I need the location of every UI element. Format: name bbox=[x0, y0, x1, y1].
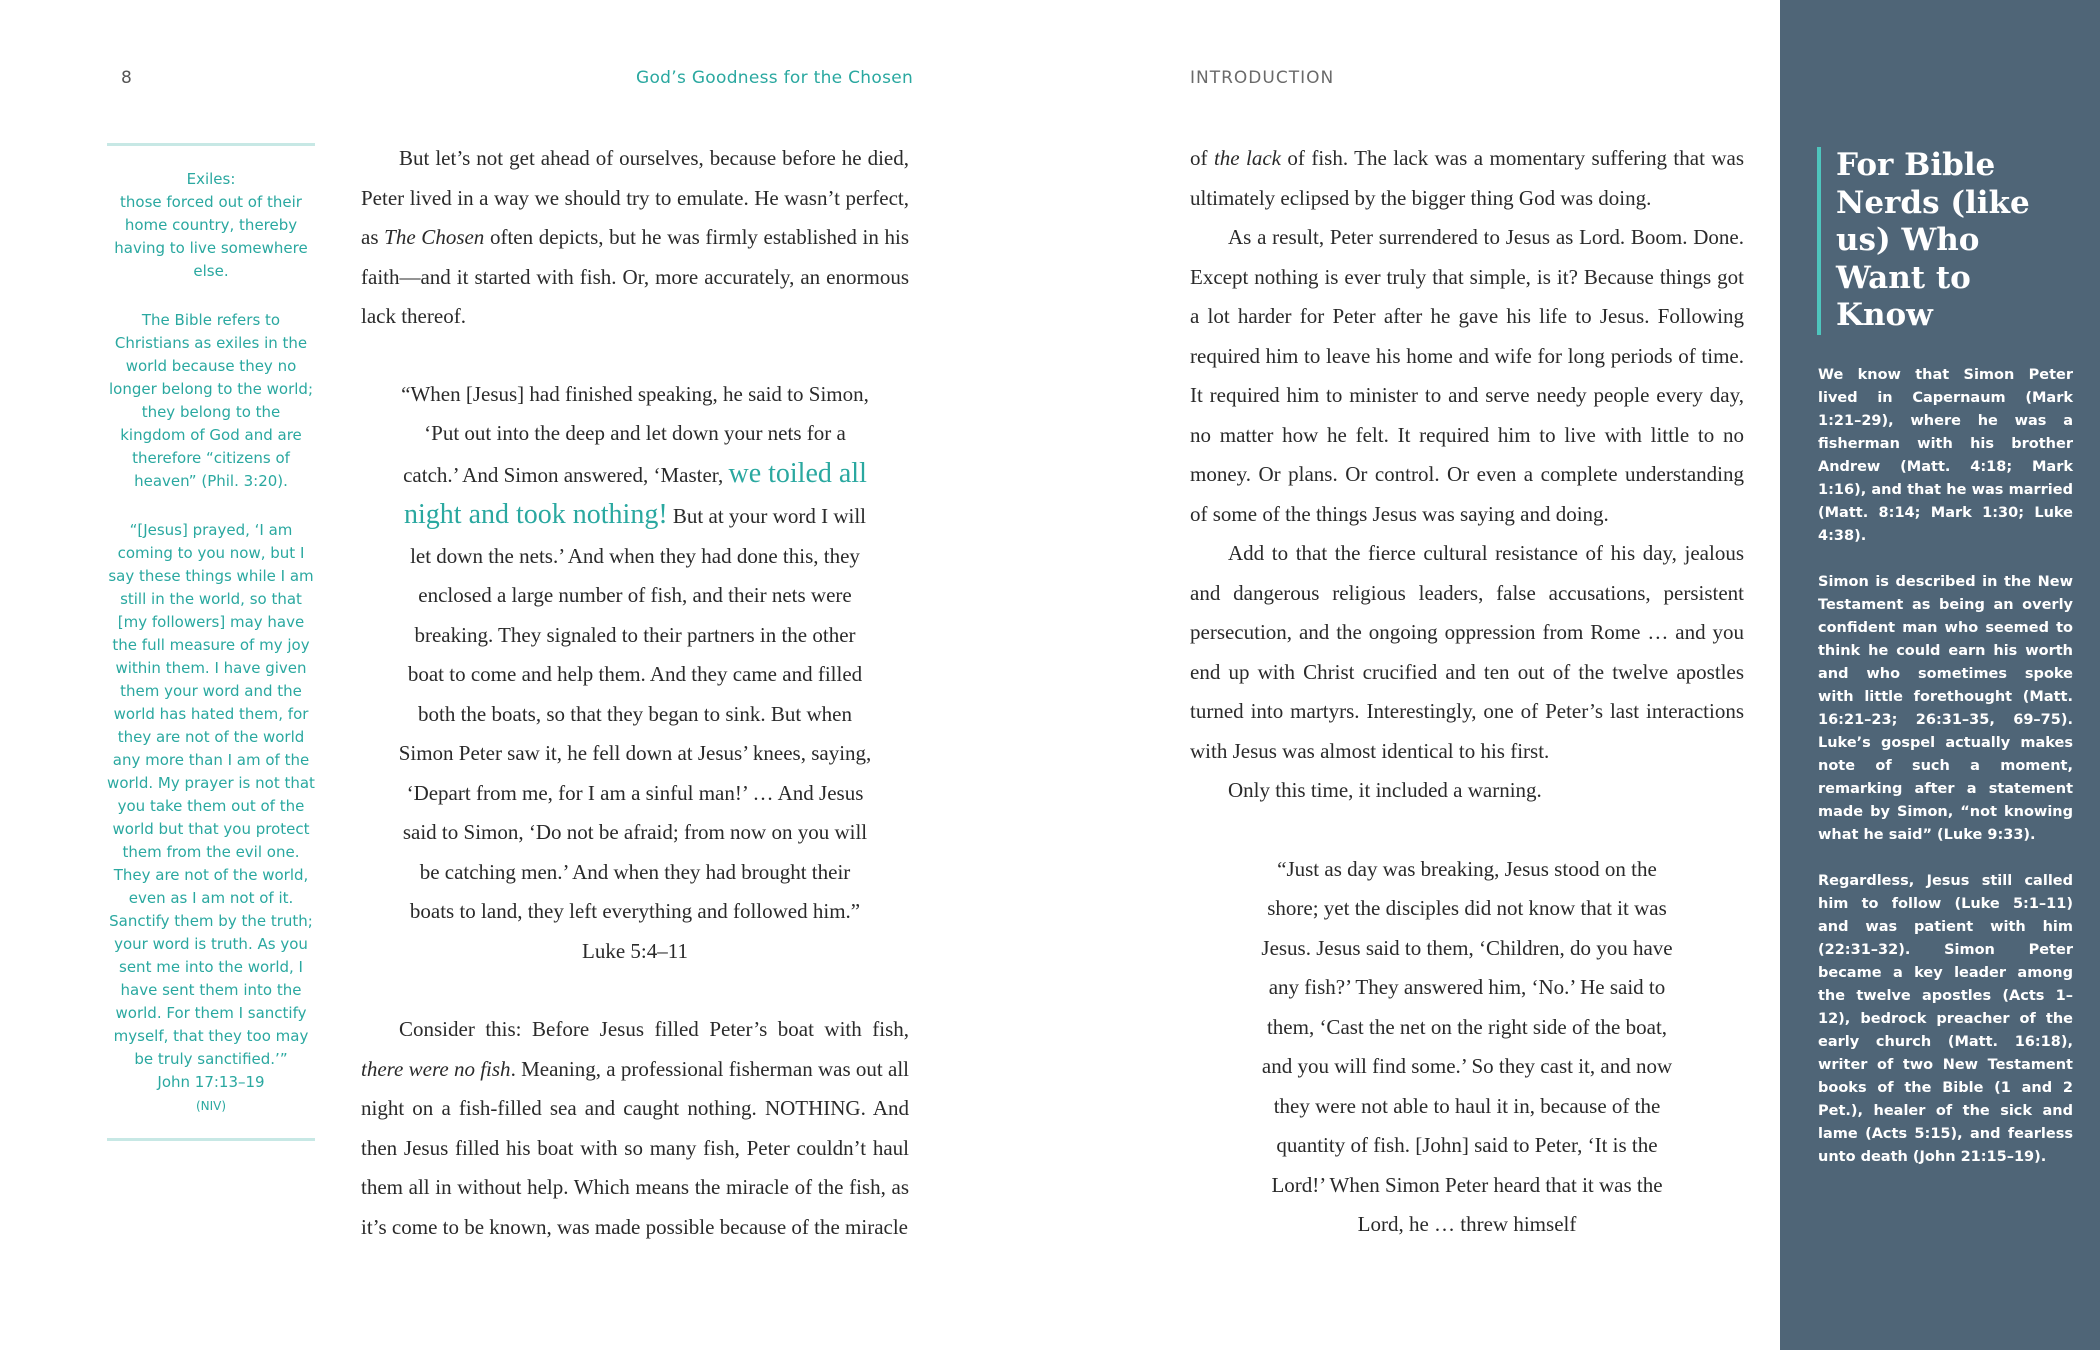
panel-paragraph: Regardless, Jesus still called him to follow (Luke 5:1–11) and was patient with him (22:31–32). Simon Peter became a key leader among the twelve apostles (Acts 1–12), bedrock preacher of the early church (Matt. 16:18), writer of two New Testament books of the Bible (1 and 2 Pet.), healer of the sick and lame (Acts 5:15), and fearless unto death (John 21:15–19). bbox=[1818, 873, 2073, 1165]
body-paragraph: Only this time, it included a warning. bbox=[1228, 778, 1542, 802]
john-quote-ref: John 17:13–19 bbox=[157, 1073, 265, 1091]
bible-nerds-panel bbox=[1780, 0, 2100, 1350]
exiles-def-text: those forced out of their home country, thereby having to live somewhere else. bbox=[114, 193, 308, 280]
exiles-definition bbox=[107, 168, 315, 283]
block-quote-luke: “When [Jesus] had finished speaking, he said to Simon, ‘Put out into the deep and let down your nets for a catch.’ And Simon answered, ‘Master, we toiled all night and took nothing! But at your word I will let down the nets.’ And when they had done this, they enclosed a large number of fish, and their nets were breaking. They signaled to their partners in the other boat to come and help them. And they came and filled both the boats, so that they began to sink. But when Simon Peter saw it, he fell down at Jesus’ knees, saying, ‘Depart from me, for I am a sinful man!’ … And Jesus said to Simon, ‘Do not be afraid; from now on you will be catching men.’ And when they had brought their boats to land, they left everything and followed him.” Luke 5:4–11 bbox=[398, 381, 872, 963]
block-quote-john: “Just as day was breaking, Jesus stood on the shore; yet the disciples did not know that it was Jesus. Jesus said to them, ‘Children, do you have any fish?’ They answered him, ‘No.’ He said to them, ‘Cast the net on the right side of the boat, and you will find some.’ So they cast it, and now they were not able to haul it in, because of the quantity of fish. [John] said to Peter, ‘It is the Lord!’ When Simon Peter heard that it was the Lord, he … threw himself bbox=[1261, 856, 1673, 1236]
body-paragraph: Consider this: Before Jesus filled Peter’s boat with fish, there were no fish. Meaning, a professional fisherman was out all night on a fish-filled sea and caught nothing. NOTHING. And then Jesus filled his boat with so many fish, Peter couldn’t haul them all in without help. Which means the miracle of the fish, as it’s come to be known, was made possible because of the miracle bbox=[361, 1017, 909, 1239]
bible-exiles-note: The Bible refers to Christians as exiles in the world because they no longer belong to the world; they belong to the kingdom of God and are therefore “citizens of heaven” (Phil. 3:20). bbox=[109, 311, 313, 490]
panel-paragraph: Simon is described in the New Testament as being an overly confident man who seemed to think he could earn his worth and who sometimes spoke with little forethought (Matt. 16:21–23; 26:31–35, 69–75). Luke’s gospel actually makes note of such a moment, remarking after a statement made by Simon, “not knowing what he said” (Luke 9:33). bbox=[1818, 574, 2073, 843]
section-title: INTRODUCTION bbox=[1190, 68, 1335, 88]
left-page-body bbox=[361, 139, 909, 1247]
body-paragraph: of the lack of fish. The lack was a momentary suffering that was ultimately eclipsed by the bigger thing God was doing. bbox=[1190, 146, 1744, 210]
right-page-body bbox=[1190, 139, 1744, 1284]
book-title: The Chosen bbox=[384, 225, 485, 249]
john-quote-text: “[Jesus] prayed, ‘I am coming to you now, but I say these things while I am still in the world, so that [my followers] may have the full measure of my joy within them. I have given them your word and the world has hated them, for they are not of the world any more than I am of the world. My prayer is not that you take them out of the world but that you protect them from the evil one. They are not of the world, even as I am not of it. Sanctify them by the truth; your word is truth. As you sent me into the world, I have sent them into the world. For them I sanctify myself, that they too may be truly sanctified.’” bbox=[107, 521, 315, 1068]
panel-title: For Bible Nerds (like us) Who Want to Know bbox=[1817, 147, 2076, 335]
body-paragraph: But let’s not get ahead of ourselves, because before he died, Peter lived in a way we should try to emulate. He wasn’t perfect, as The Chosen often depicts, but he was firmly established in his faith—and it started with fish. Or, more accurately, an enormous lack thereof. bbox=[361, 146, 910, 328]
body-paragraph: As a result, Peter surrendered to Jesus as Lord. Boom. Done. Except nothing is ever truly that simple, is it? Because things got a lot harder for Peter after he gave his life to Jesus. Following required him to leave his home and wife for long periods of time. It required him to minister to and serve needy people every day, no matter how he felt. It required him to live with little to no money. Or plans. Or control. Or even a complete understanding of some of the things Jesus was saying and doing. bbox=[1190, 225, 1744, 526]
john-quote bbox=[107, 519, 315, 1118]
page-number: 8 bbox=[121, 68, 133, 88]
pull-highlight: we toiled all night and took nothing! bbox=[404, 457, 867, 530]
john-quote-version: (NIV) bbox=[195, 1099, 227, 1113]
quote-reference: Luke 5:4–11 bbox=[582, 938, 688, 963]
glossary-sidebar bbox=[107, 143, 315, 1141]
panel-paragraph: We know that Simon Peter lived in Capernaum (Mark 1:21–29), where he was a fisherman with his brother Andrew (Matt. 4:18; Mark 1:16), and that he was married (Matt. 8:14; Mark 1:30; Luke 4:38). bbox=[1818, 367, 2073, 544]
emphasis: the lack bbox=[1213, 146, 1281, 170]
emphasis: there were no fish bbox=[361, 1056, 511, 1081]
panel-body bbox=[1818, 364, 2073, 1192]
exiles-term: Exiles: bbox=[186, 170, 236, 188]
body-paragraph: Add to that the fierce cultural resistance of his day, jealous and dangerous religious leaders, false accusations, persistent persecution, and the ongoing oppression from Rome … and you end up with Christ crucified and ten out of the twelve apostles turned into martyrs. Interestingly, one of Peter’s last interactions with Jesus was almost identical to his first. bbox=[1190, 541, 1744, 763]
running-title: God’s Goodness for the Chosen bbox=[636, 68, 914, 88]
